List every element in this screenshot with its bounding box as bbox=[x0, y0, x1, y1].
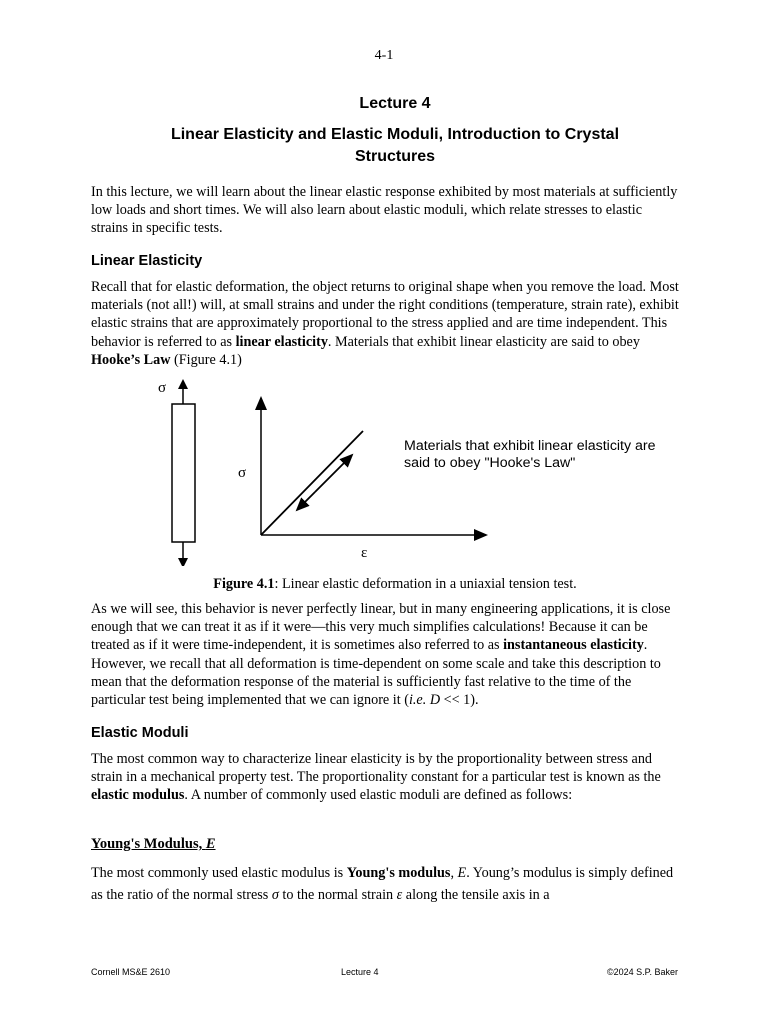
bar-sigma-label: σ bbox=[158, 380, 167, 396]
text-run: Young's Modulus, bbox=[91, 836, 206, 852]
caption-label: Figure 4.1 bbox=[213, 576, 275, 592]
footer-right: ©2024 S.P. Baker bbox=[606, 967, 678, 977]
nonlinear-discussion-paragraph bbox=[91, 600, 681, 709]
text-run-italic: E bbox=[457, 865, 467, 881]
text-run: . Young’s modulus is simply defined as the ratio of the normal stress bbox=[91, 865, 674, 903]
intro-paragraph: In this lecture, we will learn about the linear elastic response exhibited by most materials at sufficiently low loads and short times. We will also learn about elastic moduli, which relate stresses to elastic strains in specific tests. bbox=[91, 184, 678, 237]
section-heading-elastic-moduli: Elastic Moduli bbox=[91, 725, 189, 741]
figure-caption bbox=[0, 576, 768, 593]
text-run: The most common way to characterize linear elasticity is by the proportionality between stress and strain in a mechanical property test. The proportionality constant for a particular test is known as the bbox=[91, 751, 661, 786]
linear-stress-strain-line bbox=[261, 431, 363, 535]
youngs-modulus-paragraph bbox=[91, 862, 681, 906]
tension-specimen-bar bbox=[172, 404, 195, 542]
text-run: << 1). bbox=[440, 692, 479, 709]
text-run: As we will see, this behavior is never perfectly linear, but in many engineering applications, it is close enough that we can treat it as if it were—this very much simplifies calculations! Because it can be treated as if it were time-independent, it is sometimes also referred to as bbox=[91, 601, 671, 654]
text-run: , bbox=[450, 865, 458, 881]
section-heading-linear-elasticity: Linear Elasticity bbox=[91, 253, 203, 269]
sigma-symbol: σ bbox=[271, 887, 279, 903]
x-axis-epsilon-label: ε bbox=[361, 545, 368, 561]
text-run: . A number of commonly used elastic moduli are defined as follows: bbox=[184, 787, 573, 804]
epsilon-symbol: ε bbox=[396, 887, 403, 903]
text-run: (Figure 4.1) bbox=[170, 351, 242, 368]
elastic-moduli-paragraph bbox=[91, 750, 681, 805]
text-run: . Materials that exhibit linear elasticity are said to obey bbox=[327, 333, 640, 350]
y-axis-sigma-label: σ bbox=[238, 465, 247, 481]
term-linear-elasticity: linear elasticity bbox=[235, 333, 328, 350]
caption-text: : Linear elastic deformation in a uniaxial tension test. bbox=[274, 576, 577, 592]
term-youngs-modulus: Young's modulus bbox=[346, 865, 451, 881]
subheading-youngs-modulus bbox=[91, 836, 216, 853]
linear-elasticity-paragraph bbox=[91, 278, 681, 369]
term-hookes-law: Hooke’s Law bbox=[91, 351, 171, 368]
text-run: to the normal strain bbox=[278, 887, 397, 903]
figure-annotation: Materials that exhibit linear elasticity are said to obey "Hooke's Law" bbox=[404, 438, 656, 471]
term-elastic-modulus: elastic modulus bbox=[91, 787, 185, 804]
footer-left: Cornell MS&E 2610 bbox=[91, 967, 171, 977]
lecture-title: Linear Elasticity and Elastic Moduli, Introduction to Crystal Structures bbox=[170, 126, 620, 165]
text-run: Recall that for elastic deformation, the object returns to original shape when you remove the load. Most materials (not all!) will, at small strains and under the right conditions (temperature, strain rate), exhibit elastic strains that are approximately proportional to the stress applied and are time independent. This behavior is referred to as bbox=[91, 279, 679, 350]
text-run-italic: E bbox=[205, 836, 216, 852]
text-run: . However, we recall that all deformation is time-dependent on some scale and take this description to mean that the deformation response of the material is sufficiently fast relative to the time of the particular test being implemented that we can ignore it ( bbox=[91, 637, 661, 709]
page-number: 4-1 bbox=[374, 48, 394, 63]
footer-center: Lecture 4 bbox=[341, 967, 379, 977]
text-run: The most commonly used elastic modulus is bbox=[91, 865, 347, 881]
text-run-italic: i.e. D bbox=[408, 692, 441, 709]
text-run: along the tensile axis in a bbox=[402, 887, 550, 903]
lecture-label: Lecture 4 bbox=[359, 95, 431, 112]
term-instantaneous-elasticity: instantaneous elasticity bbox=[503, 637, 644, 654]
